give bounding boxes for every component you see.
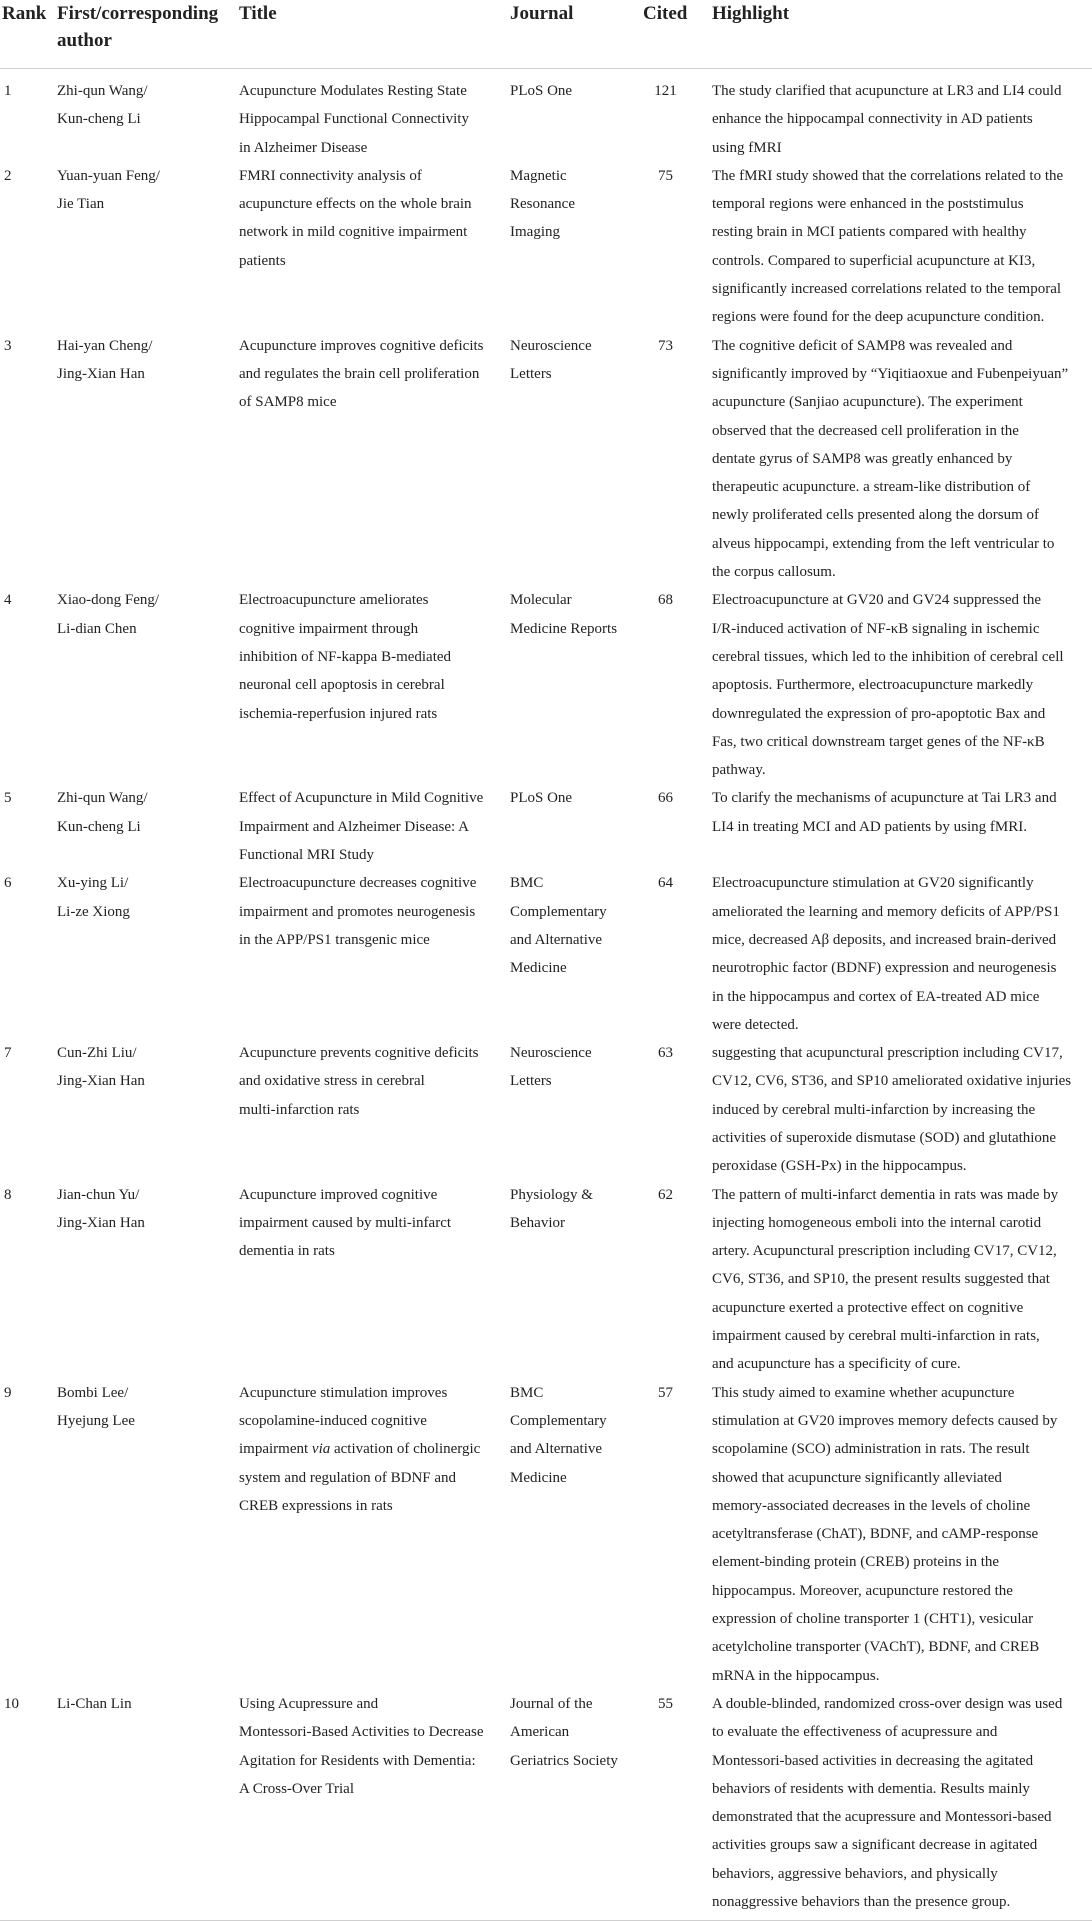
- cell-title-line: dementia in rats: [239, 1243, 335, 1260]
- cell-title-line: impairment caused by multi-infarct: [239, 1214, 452, 1231]
- cell-author-line: Li-Chan Lin: [57, 1695, 132, 1712]
- cell-journal-line: Geriatrics Society: [510, 1752, 618, 1769]
- cell-highlight-line: suggesting that acupunctural prescription including CV17,: [712, 1045, 1063, 1062]
- cell-journal: [510, 1039, 641, 1180]
- cell-highlight-line: using fMRI: [712, 139, 782, 156]
- cell-journal-line: Physiology &: [510, 1186, 593, 1203]
- cell-highlight-line: scopolamine (SCO) administration in rats. The result: [712, 1441, 1030, 1458]
- cell-highlight-line: significantly improved by “Yiqitiaoxue and Fubenpeiyuan”: [712, 365, 1069, 382]
- cell-highlight-line: LI4 in treating MCI and AD patients by using fMRI.: [712, 818, 1027, 835]
- cell-highlight-line: and acupuncture has a specificity of cure.: [712, 1356, 961, 1373]
- cell-journal-line: Letters: [510, 365, 552, 382]
- cell-author: [57, 332, 239, 587]
- cell-highlight-line: controls. Compared to superficial acupuncture at KI3,: [712, 252, 1036, 269]
- cell-title-line: neuronal cell apoptosis in cerebral: [239, 677, 445, 694]
- cell-highlight-line: The fMRI study showed that the correlations related to the: [712, 167, 1064, 184]
- cell-journal-line: Neuroscience: [510, 1045, 592, 1062]
- cell-highlight: [712, 1181, 1092, 1379]
- cell-journal-line: Imaging: [510, 224, 560, 241]
- cell-cited: 63: [658, 1045, 673, 1062]
- cell-author: [57, 784, 239, 869]
- cell-highlight-line: behaviors of residents with dementia. Results mainly: [712, 1780, 1030, 1797]
- cell-highlight-line: mice, decreased Aβ deposits, and increased brain-derived: [712, 931, 1057, 948]
- cell-title: [239, 1690, 510, 1921]
- cell-title-line: ischemia-reperfusion injured rats: [239, 705, 438, 722]
- cell-highlight-line: injecting homogeneous emboli into the internal carotid: [712, 1214, 1042, 1231]
- cell-author-line: Kun-cheng Li: [57, 818, 141, 835]
- cell-title-line: network in mild cognitive impairment: [239, 224, 468, 241]
- cell-highlight: [712, 332, 1092, 587]
- cell-journal-line: American: [510, 1724, 570, 1741]
- header-highlight: Highlight: [712, 3, 790, 24]
- cell-author-line: Xu-ying Li/: [57, 875, 129, 892]
- cell-title-line: inhibition of NF-kappa B-mediated: [239, 648, 452, 665]
- cell-title-line: multi-infarction rats: [239, 1101, 360, 1118]
- cell-title-line: patients: [239, 252, 286, 269]
- cell-highlight-line: Electroacupuncture at GV20 and GV24 suppressed the: [712, 592, 1042, 609]
- cell-author-line: Bombi Lee/: [57, 1384, 129, 1401]
- table-row: [0, 69, 1092, 162]
- cell-title-line: Using Acupressure and: [239, 1695, 379, 1712]
- cell-rank: 9: [4, 1384, 12, 1401]
- table-body: [0, 69, 1092, 1921]
- cell-journal: [510, 784, 641, 869]
- cell-author: [57, 586, 239, 784]
- cell-journal: [510, 332, 641, 587]
- cell-highlight-line: The study clarified that acupuncture at LR3 and LI4 could: [712, 83, 1062, 99]
- header-cited: Cited: [643, 3, 688, 24]
- cell-highlight-line: Electroacupuncture stimulation at GV20 significantly: [712, 875, 1034, 892]
- table-row: [0, 1379, 1092, 1690]
- cell-title-line: Hippocampal Functional Connectivity: [239, 111, 469, 128]
- cell-journal-line: Complementary: [510, 1412, 607, 1429]
- cell-cited: 62: [658, 1186, 673, 1203]
- cell-title-line: cognitive impairment through: [239, 620, 419, 637]
- cell-title-line: Acupuncture Modulates Resting State: [239, 83, 467, 99]
- header-author: First/corresponding author: [57, 3, 219, 51]
- cell-highlight-line: in the hippocampus and cortex of EA-treated AD mice: [712, 988, 1040, 1005]
- cell-journal: [510, 1379, 641, 1690]
- cell-highlight-line: neurotrophic factor (BDNF) expression and neurogenesis: [712, 960, 1057, 977]
- cell-journal-line: and Alternative: [510, 931, 603, 948]
- cell-highlight-line: behaviors, aggressive behaviors, and physically: [712, 1865, 998, 1882]
- cell-title-line: A Cross-Over Trial: [239, 1780, 355, 1797]
- cell-rank: 3: [4, 337, 12, 354]
- cell-highlight-line: activities of superoxide dismutase (SOD) and glutathione: [712, 1129, 1057, 1146]
- cell-journal-line: PLoS One: [510, 790, 573, 807]
- cell-title-line: Acupuncture improved cognitive: [239, 1186, 438, 1203]
- cell-journal-line: Journal of the: [510, 1695, 593, 1712]
- cell-title: [239, 784, 510, 869]
- cell-author: [57, 69, 239, 162]
- cell-title: [239, 1039, 510, 1180]
- cell-highlight-line: demonstrated that the acupressure and Montessori-based: [712, 1809, 1052, 1826]
- cell-title: [239, 586, 510, 784]
- cell-highlight-line: acetyltransferase (ChAT), BDNF, and cAMP-response: [712, 1526, 1039, 1543]
- cell-highlight: [712, 869, 1092, 1039]
- cell-title-line: of SAMP8 mice: [239, 394, 337, 411]
- cell-author-line: Hyejung Lee: [57, 1412, 135, 1429]
- cell-journal: [510, 586, 641, 784]
- table-row: [0, 784, 1092, 869]
- table-row: [0, 162, 1092, 332]
- cell-highlight-line: Fas, two critical downstream target genes of the NF-κB: [712, 733, 1045, 750]
- cell-highlight-line: observed that the decreased cell proliferation in the: [712, 422, 1019, 439]
- cell-author-line: Jing-Xian Han: [57, 1073, 145, 1090]
- cell-title-line: impairment and promotes neurogenesis: [239, 903, 476, 920]
- cell-journal-line: BMC: [510, 1384, 544, 1401]
- cell-highlight-line: stimulation at GV20 improves memory defects caused by: [712, 1412, 1058, 1429]
- cell-title-line: system and regulation of BDNF and: [239, 1469, 457, 1486]
- cell-rank: 2: [4, 167, 12, 184]
- cell-author-line: Zhi-qun Wang/: [57, 790, 148, 807]
- cell-highlight-line: artery. Acupunctural prescription including CV17, CV12,: [712, 1243, 1057, 1260]
- cell-author: [57, 869, 239, 1039]
- cell-highlight-line: cerebral tissues, which led to the inhibition of cerebral cell: [712, 648, 1064, 665]
- cell-cited: 75: [658, 167, 673, 184]
- cell-highlight: [712, 69, 1092, 162]
- cell-highlight-line: I/R-induced activation of NF-κB signaling in ischemic: [712, 620, 1040, 637]
- cell-cited: 64: [658, 875, 673, 892]
- cell-cited: 55: [658, 1695, 673, 1712]
- cell-journal-line: Molecular: [510, 592, 572, 609]
- cell-highlight-line: ameliorated the learning and memory deficits of APP/PS1: [712, 903, 1060, 920]
- cell-author-line: Zhi-qun Wang/: [57, 83, 148, 99]
- cell-title-line: in Alzheimer Disease: [239, 139, 368, 156]
- cell-author-line: Xiao-dong Feng/: [57, 592, 160, 609]
- cell-highlight: [712, 1379, 1092, 1690]
- cell-highlight: [712, 586, 1092, 784]
- cell-title-line: acupuncture effects on the whole brain: [239, 196, 472, 213]
- cell-author-line: Yuan-yuan Feng/: [57, 167, 160, 184]
- cell-title-line: FMRI connectivity analysis of: [239, 167, 422, 184]
- cell-highlight: [712, 1039, 1092, 1180]
- cell-author-line: Jing-Xian Han: [57, 1214, 145, 1231]
- cell-author: [57, 162, 239, 332]
- cell-highlight-line: element-binding protein (CREB) proteins in the: [712, 1554, 1000, 1571]
- cell-title-line: Electroacupuncture decreases cognitive: [239, 875, 477, 892]
- cell-highlight-line: nonaggressive behaviors than the presence group.: [712, 1894, 1011, 1910]
- cell-title-line: Functional MRI Study: [239, 847, 375, 864]
- cell-highlight-line: peroxidase (GSH-Px) in the hippocampus.: [712, 1158, 967, 1175]
- cell-title-line: Effect of Acupuncture in Mild Cognitive: [239, 790, 484, 807]
- cell-rank: 7: [4, 1045, 12, 1062]
- cell-title: [239, 332, 510, 587]
- cell-author: [57, 1039, 239, 1180]
- cell-highlight-line: the corpus callosum.: [712, 564, 836, 581]
- header-title: Title: [239, 3, 277, 24]
- cell-rank: 6: [4, 875, 12, 892]
- cell-journal-line: Letters: [510, 1073, 552, 1090]
- cell-title-line: and regulates the brain cell proliferation: [239, 365, 480, 382]
- cell-highlight-line: expression of choline transporter 1 (CHT1), vesicular: [712, 1611, 1034, 1628]
- cell-rank: 4: [4, 592, 12, 609]
- cell-journal-line: Neuroscience: [510, 337, 592, 354]
- cell-author: [57, 1181, 239, 1379]
- cell-rank: 10: [4, 1695, 19, 1712]
- cell-title-line: Acupuncture improves cognitive deficits: [239, 337, 484, 354]
- cell-cited: 73: [658, 337, 673, 354]
- table-header-row: [0, 0, 1092, 69]
- cell-title: [239, 69, 510, 162]
- cell-journal: [510, 69, 641, 162]
- cell-author-line: Jing-Xian Han: [57, 365, 145, 382]
- cell-journal-line: Resonance: [510, 196, 575, 213]
- cell-journal: [510, 1690, 641, 1921]
- table-row: [0, 1181, 1092, 1379]
- cell-highlight-line: were detected.: [712, 1016, 799, 1033]
- table-row: [0, 332, 1092, 587]
- cell-highlight-line: resting brain in MCI patients compared with healthy: [712, 224, 1027, 241]
- cell-highlight-line: regions were found for the deep acupuncture condition.: [712, 309, 1045, 326]
- cell-author: [57, 1379, 239, 1690]
- cell-highlight-line: acetylcholine transporter (VAChT), BDNF, and CREB: [712, 1639, 1040, 1656]
- cell-highlight: [712, 784, 1092, 869]
- cell-cited: 121: [654, 83, 677, 99]
- cell-rank: 8: [4, 1186, 12, 1203]
- cell-cited: 66: [658, 790, 673, 807]
- table-row: [0, 869, 1092, 1039]
- cell-cited: 57: [658, 1384, 673, 1401]
- cell-author-line: Cun-Zhi Liu/: [57, 1045, 137, 1062]
- cell-title-line: and oxidative stress in cerebral: [239, 1073, 425, 1090]
- cell-highlight-line: CV12, CV6, ST36, and SP10 ameliorated oxidative injuries: [712, 1073, 1072, 1090]
- cell-title-line: Montessori-Based Activities to Decrease: [239, 1724, 484, 1741]
- cell-journal-line: Behavior: [510, 1214, 565, 1231]
- cell-highlight-line: mRNA in the hippocampus.: [712, 1667, 880, 1684]
- table-row: [0, 586, 1092, 784]
- cell-highlight-line: downregulated the expression of pro-apoptotic Bax and: [712, 705, 1046, 722]
- cell-highlight-line: acupuncture exerted a protective effect on cognitive: [712, 1299, 1024, 1316]
- cell-highlight: [712, 1690, 1092, 1921]
- cell-journal-line: Medicine: [510, 1469, 567, 1486]
- cell-author-line: Jian-chun Yu/: [57, 1186, 140, 1203]
- cell-highlight-line: impairment caused by cerebral multi-infarction in rats,: [712, 1328, 1040, 1345]
- table-row: [0, 1039, 1092, 1180]
- cell-highlight-line: induced by cerebral multi-infarction by increasing the: [712, 1101, 1036, 1118]
- cell-journal: [510, 869, 641, 1039]
- cell-highlight-line: to evaluate the effectiveness of acupressure and: [712, 1724, 998, 1741]
- cell-author: [57, 1690, 239, 1921]
- cell-highlight-line: memory-associated decreases in the levels of choline: [712, 1497, 1031, 1514]
- cell-highlight-line: The cognitive deficit of SAMP8 was revealed and: [712, 337, 1013, 354]
- header-journal: Journal: [510, 3, 574, 24]
- cell-journal-line: PLoS One: [510, 83, 573, 99]
- cell-rank: 5: [4, 790, 12, 807]
- cell-highlight-line: Montessori-based activities in decreasing the agitated: [712, 1752, 1034, 1769]
- cell-title-line: Agitation for Residents with Dementia:: [239, 1752, 476, 1769]
- cell-author-line: Hai-yan Cheng/: [57, 337, 153, 354]
- cell-title-line: Impairment and Alzheimer Disease: A: [239, 818, 469, 835]
- cell-highlight-line: dentate gyrus of SAMP8 was greatly enhanced by: [712, 450, 1013, 467]
- cell-author-line: Li-dian Chen: [57, 620, 137, 637]
- cell-highlight-line: alveus hippocampi, extending from the left ventricular to: [712, 535, 1055, 552]
- cell-highlight-line: apoptosis. Furthermore, electroacupuncture markedly: [712, 677, 1034, 694]
- cell-journal-line: Magnetic: [510, 167, 567, 184]
- cell-cited: 68: [658, 592, 673, 609]
- cell-title: [239, 869, 510, 1039]
- cell-highlight-line: CV6, ST36, and SP10, the present results suggested that: [712, 1271, 1050, 1288]
- cell-highlight-line: hippocampus. Moreover, acupuncture restored the: [712, 1582, 1013, 1599]
- cell-highlight: [712, 162, 1092, 332]
- cell-journal: [510, 162, 641, 332]
- cell-journal-line: BMC: [510, 875, 544, 892]
- cell-highlight-line: newly proliferated cells presented along the dorsum of: [712, 507, 1039, 524]
- cell-author-line: Jie Tian: [57, 196, 105, 213]
- cell-title-line: impairment via activation of cholinergic: [239, 1441, 481, 1458]
- cell-title-line: Electroacupuncture ameliorates: [239, 592, 429, 609]
- cell-highlight-line: significantly increased correlations related to the temporal: [712, 281, 1062, 298]
- cell-highlight-line: acupuncture (Sanjiao acupuncture). The experiment: [712, 394, 1023, 411]
- cell-highlight-line: This study aimed to examine whether acupuncture: [712, 1384, 1015, 1401]
- cell-journal-line: Medicine Reports: [510, 620, 618, 637]
- cell-highlight-line: A double-blinded, randomized cross-over design was used: [712, 1695, 1063, 1712]
- cell-title-line: in the APP/PS1 transgenic mice: [239, 931, 430, 948]
- cell-journal-line: Complementary: [510, 903, 607, 920]
- cell-rank: 1: [4, 83, 12, 99]
- cell-title: [239, 1379, 510, 1690]
- cell-highlight-line: therapeutic acupuncture. a stream-like distribution of: [712, 479, 1031, 496]
- cell-journal-line: Medicine: [510, 960, 567, 977]
- cell-title: [239, 1181, 510, 1379]
- table-row: [0, 1690, 1092, 1921]
- cell-author-line: Kun-cheng Li: [57, 111, 141, 128]
- cell-journal: [510, 1181, 641, 1379]
- cell-title: [239, 162, 510, 332]
- cell-title-line: Acupuncture prevents cognitive deficits: [239, 1045, 479, 1062]
- cell-title-line: scopolamine-induced cognitive: [239, 1412, 427, 1429]
- cell-highlight-line: temporal regions were enhanced in the poststimulus: [712, 196, 1024, 213]
- cell-highlight-line: enhance the hippocampal connectivity in AD patients: [712, 111, 1033, 128]
- cell-highlight-line: The pattern of multi-infarct dementia in rats was made by: [712, 1186, 1059, 1203]
- cell-title-line: CREB expressions in rats: [239, 1497, 393, 1514]
- cell-highlight-line: To clarify the mechanisms of acupuncture at Tai LR3 and: [712, 790, 1057, 807]
- cell-journal-line: and Alternative: [510, 1441, 603, 1458]
- cell-highlight-line: showed that acupuncture significantly alleviated: [712, 1469, 1002, 1486]
- cell-highlight-line: activities groups saw a significant decrease in agitated: [712, 1837, 1038, 1854]
- header-rank: Rank: [2, 3, 47, 24]
- cell-title-line: Acupuncture stimulation improves: [239, 1384, 448, 1401]
- cell-author-line: Li-ze Xiong: [57, 903, 130, 920]
- cell-highlight-line: pathway.: [712, 762, 766, 779]
